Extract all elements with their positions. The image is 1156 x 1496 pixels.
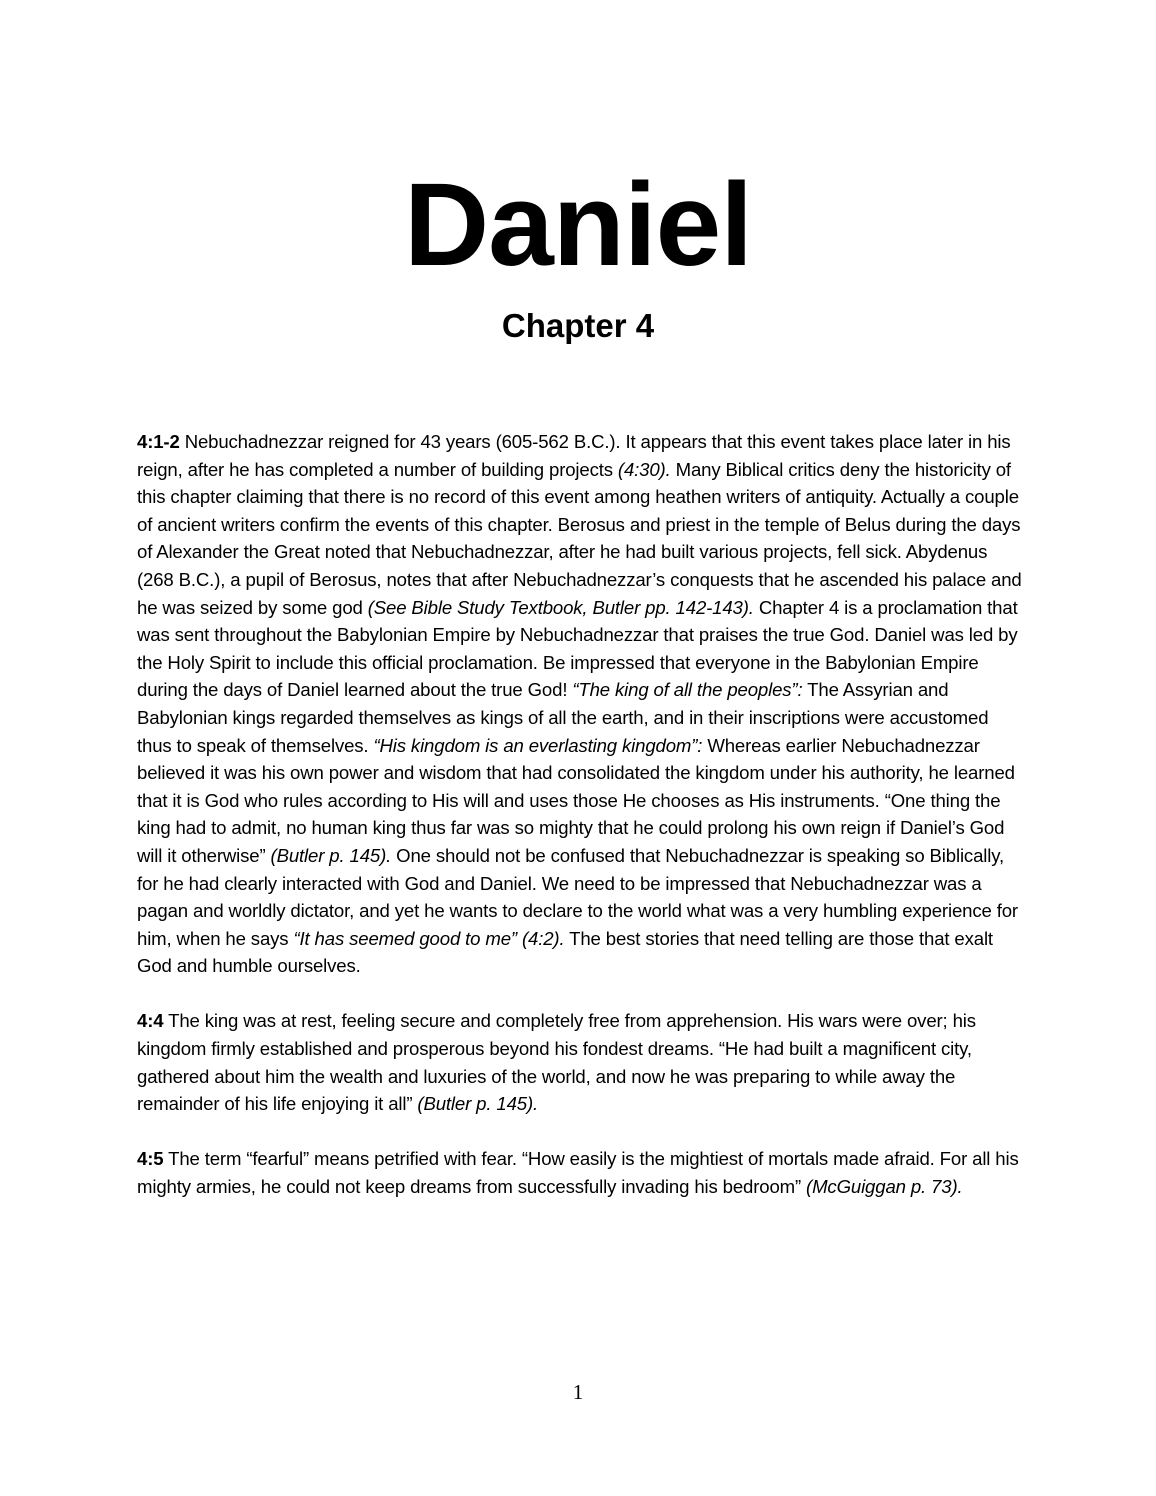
paragraph-text: Nebuchadnezzar reigned for 43 years (605-562 B.C.). It appears that this event takes place later in his reign, after he has completed a number of building projects [137,431,1011,480]
paragraph-text: Chapter 4 is a proclamation that was sent throughout the Babylonian Empire by Nebuchadnezzar that praises the true God. Daniel was led by the Holy Spirit to include this official proclamation. Be impressed that everyone in the Babylonian Empire during the days of Daniel learned about the true God! [137,596,1018,701]
commentary-paragraph [137,1145,1022,1200]
paragraph-text: One should not be confused that Nebuchadnezzar is speaking so Biblically, for he had clearly interacted with God and Daniel. We need to be impressed that Nebuchadnezzar was a pagan and worldly dictator, and yet he wants to declare to the world what was a very humbling experience for him, when he says [137,844,1018,949]
commentary-paragraph [137,1007,1022,1117]
paragraph-text: Whereas earlier Nebuchadnezzar believed it was his own power and wisdom that had consolidated the kingdom under his authority, he learned that it is God who rules according to His will and uses those He chooses as His instruments. “One thing the king had to admit, no human king thus far was so mighty that he could prolong his own reign if Daniel’s God will it otherwise” [137,734,1015,866]
citation: (Butler p. 145). [417,1093,539,1115]
citation: (Butler p. 145). [270,844,392,866]
citation: (See Bible Study Textbook, Butler pp. 142-143). [367,596,754,618]
quotation: “His kingdom is an everlasting kingdom”: [373,734,703,756]
commentary-body [137,428,1022,1228]
quotation: “The king of all the peoples”: [572,679,803,701]
chapter-heading: Chapter 4 [501,307,655,344]
verse-reference: 4:5 [137,1148,164,1170]
paragraph-text: The Assyrian and Babylonian kings regarded themselves as kings of all the earth, and in their inscriptions were accustomed thus to speak of themselves. [137,679,989,756]
paragraph-text: The king was at rest, feeling secure and completely free from apprehension. His wars were over; his kingdom firmly established and prosperous beyond his fondest dreams. “He had built a magnificent city, gathered about him the wealth and luxuries of the world, and now he was preparing to while away the remainder of his life enjoying it all” [137,1010,976,1115]
citation: (4:30). [617,458,671,480]
document-title: Daniel [403,159,753,291]
commentary-paragraph [137,428,1022,980]
page-number: 1 [572,1380,584,1404]
paragraph-text: The best stories that need telling are those that exalt God and humble ourselves. [137,927,993,977]
verse-reference: 4:4 [137,1010,164,1032]
citation: (McGuiggan p. 73). [806,1176,963,1198]
paragraph-text: Many Biblical critics deny the historicity of this chapter claiming that there is no record of this event among heathen writers of antiquity. Actually a couple of ancient writers confirm the events of this chapter. Berosus and priest in the temple of Belus during the days of Alexander the Great noted that Nebuchadnezzar, after he had built various projects, fell sick. Abydenus (268 B.C.), a pupil of Berosus, notes that after Nebuchadnezzar’s conquests that he ascended his palace and he was seized by some god [137,458,1022,618]
quotation: “It has seemed good to me” (4:2). [293,927,565,949]
verse-reference: 4:1-2 [137,431,180,452]
paragraph-text: The term “fearful” means petrified with fear. “How easily is the mightiest of mortals made afraid. For all his mighty armies, he could not keep dreams from successfully invading his bedroom” [137,1148,1019,1198]
